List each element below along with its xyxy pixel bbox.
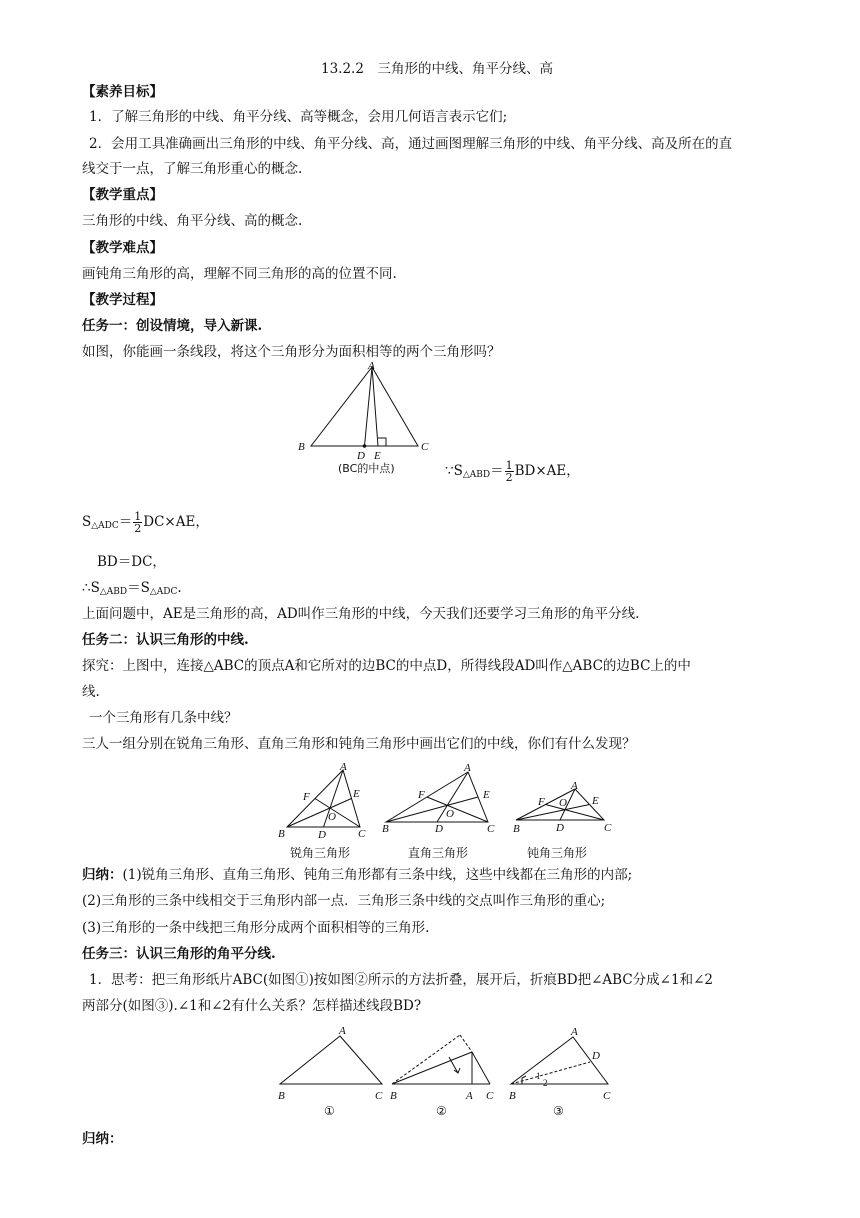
question-group-activity: 三人一组分别在锐角三角形、直角三角形和钝角三角形中画出它们的中线，你们有什么发现？ (82, 736, 636, 752)
summary-end-label: 归纳： (82, 1131, 123, 1147)
acute-label-C: C (358, 828, 366, 840)
formula-bd-dc: BD＝DC， (97, 554, 166, 570)
fig1-label-A: A (368, 360, 375, 372)
right-label-A: A (464, 762, 471, 774)
think-line1: 1．思考：把三角形纸片ABC(如图①)按如图②所示的方法折叠，展开后，折痕BD把∠ABC分成∠1和∠2 (89, 972, 713, 988)
fold3-angle-2: 2 (543, 1078, 548, 1088)
obtuse-label-E: E (592, 795, 599, 807)
fold3-label-C: C (603, 1090, 611, 1102)
caption-acute: 锐角三角形 (290, 846, 351, 860)
task-3-heading: 任务三：认识三角形的角平分线. (82, 946, 276, 962)
fold3-label-B: B (509, 1090, 516, 1102)
difficulty-text: 画钝角三角形的高，理解不同三角形的高的位置不同. (82, 266, 397, 282)
explore-line1: 探究：上图中，连接△ABC的顶点A和它所对的边BC的中点D，所得线段AD叫作△ABC的边BC上的中 (82, 658, 691, 674)
right-label-E: E (483, 789, 490, 801)
acute-label-E: E (353, 788, 360, 800)
acute-label-A: A (340, 761, 347, 773)
obtuse-label-B: B (513, 823, 520, 835)
task-2-heading: 任务二：认识三角形的中线. (82, 632, 249, 648)
fig1-caption: (BC的中点) (338, 462, 395, 475)
goal-2-line2: 线交于一点，了解三角形重心的概念. (82, 161, 303, 177)
fraction-half: $\frac{1}{2}$ (134, 510, 142, 535)
right-label-B: B (382, 823, 389, 835)
caption-obtuse: 钝角三角形 (527, 846, 588, 860)
acute-label-F: F (303, 791, 310, 803)
task-1-heading: 任务一：创设情境，导入新课. (82, 318, 263, 334)
right-label-O: O (446, 808, 454, 820)
obtuse-label-A: A (571, 780, 578, 792)
fraction-half: $\frac{1}{2}$ (505, 459, 513, 484)
fold2-label-C: C (486, 1090, 494, 1102)
paragraph-intro: 上面问题中，AE是三角形的高，AD叫作三角形的中线，今天我们还要学习三角形的角平分线. (82, 606, 640, 622)
formula-area-adc: $S_{\triangle ADC}=$ $\frac{1}{2}$ DC×AE， (82, 510, 209, 535)
think-line2: 两部分(如图③).∠1和∠2有什么关系？怎样描述线段BD? (82, 998, 422, 1014)
acute-label-D: D (318, 829, 326, 841)
fig1-label-C: C (421, 441, 429, 453)
fold2-label-B: B (390, 1090, 397, 1102)
summary-line2: (2)三角形的三条中线相交于三角形内部一点．三角形三条中线的交点叫作三角形的重心; (82, 893, 606, 909)
right-label-D: D (435, 823, 443, 835)
caption-right: 直角三角形 (408, 846, 469, 860)
page-title: 13.2.2 三角形的中线、角平分线、高 (321, 61, 553, 77)
key-text: 三角形的中线、角平分线、高的概念. (82, 213, 303, 229)
fold1-label-C: C (375, 1090, 383, 1102)
fold2-caption: ② (436, 1104, 447, 1118)
obtuse-label-O: O (559, 797, 567, 809)
section-key-heading: 【教学重点】 (82, 187, 163, 203)
fold3-label-A: A (571, 1026, 578, 1038)
fold1-caption: ① (324, 1104, 335, 1118)
obtuse-label-F: F (538, 796, 545, 808)
summary-line3: (3)三角形的一条中线把三角形分成两个面积相等的三角形. (82, 920, 430, 936)
fold3-angle-1: 1 (536, 1071, 541, 1081)
fold1-label-A: A (339, 1025, 346, 1037)
acute-label-B: B (278, 828, 285, 840)
fig1-label-B: B (298, 441, 305, 453)
fig1-label-D: D (357, 450, 365, 462)
acute-label-O: O (328, 811, 336, 823)
obtuse-label-C: C (604, 822, 612, 834)
section-process-heading: 【教学过程】 (82, 292, 163, 308)
obtuse-label-D: D (556, 822, 564, 834)
section-difficulty-heading: 【教学难点】 (82, 240, 163, 256)
explore-line2: 线. (82, 684, 100, 700)
task-1-question: 如图，你能画一条线段，将这个三角形分为面积相等的两个三角形吗？ (82, 344, 501, 360)
goal-2-line1: 2．会用工具准确画出三角形的中线、角平分线、高，通过画图理解三角形的中线、角平分线、高及所在的直 (89, 136, 733, 152)
right-label-F: F (418, 789, 425, 801)
formula-conclusion: $\therefore S_{\triangle ABD}=S_{\triangle ADC}$. (82, 580, 182, 597)
right-label-C: C (487, 823, 495, 835)
fold2-label-A: A (466, 1090, 473, 1102)
fold1-label-B: B (278, 1090, 285, 1102)
fold3-caption: ③ (553, 1104, 564, 1118)
goal-1: 1．了解三角形的中线、角平分线、高等概念，会用几何语言表示它们; (89, 109, 508, 125)
formula-area-abd: $\because S_{\triangle ABD}=$ $\frac{1}{2}$ BD×AE， (445, 459, 580, 484)
summary-line1: 归纳：(1)锐角三角形、直角三角形、钝角三角形都有三条中线，这些中线都在三角形的内部; (82, 867, 633, 883)
fig1-label-E: E (374, 450, 381, 462)
fold3-label-D: D (592, 1050, 600, 1062)
section-goals-heading: 【素养目标】 (82, 84, 163, 100)
question-median-count: 一个三角形有几条中线？ (89, 710, 238, 726)
